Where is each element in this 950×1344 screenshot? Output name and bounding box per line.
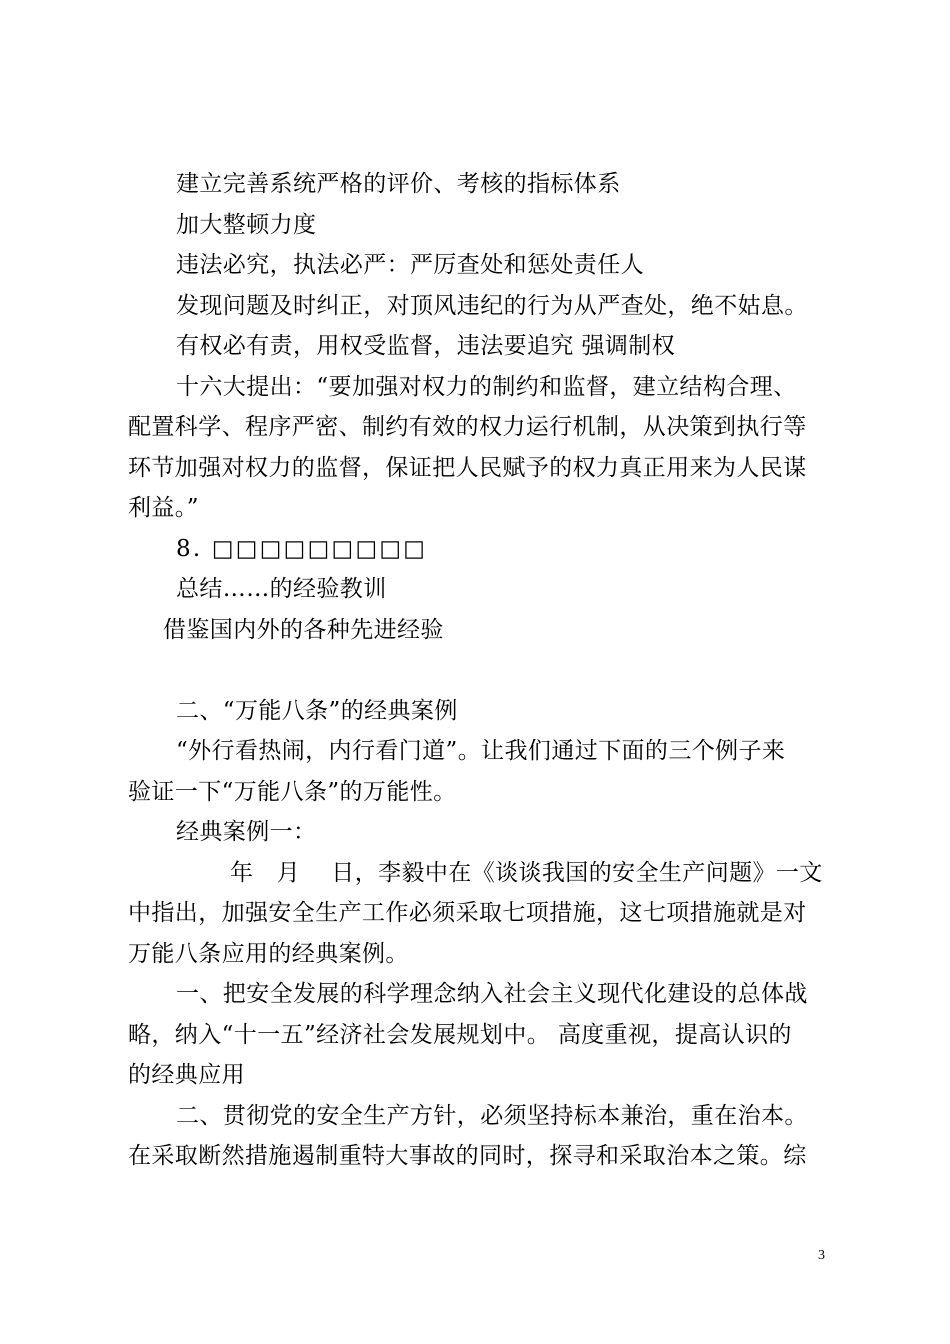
case-heading: 经典案例一： bbox=[176, 819, 317, 845]
text-line: 万能八条应用的经典案例。 bbox=[128, 940, 409, 967]
text-line: 环节加强对权力的监督，保证把人民赋予的权力真正用来为人民谋 bbox=[128, 454, 807, 481]
text-line: 配置科学、程序严密、制约有效的权力运行机制，从决策到执行等 bbox=[128, 414, 807, 440]
text-line: 总结……的经验教训 bbox=[176, 576, 387, 602]
text-line: 发现问题及时纠正，对顶风违纪的行为从严查处，绝不姑息。 bbox=[176, 292, 808, 319]
section-heading: 二、“万能八条”的经典案例 bbox=[176, 697, 458, 724]
body-text bbox=[128, 164, 832, 1177]
text-line: 借鉴国内外的各种先进经验 bbox=[163, 616, 444, 643]
text-line: 二、贯彻党的安全生产方针，必须坚持标本兼治，重在治本。 bbox=[176, 1102, 808, 1129]
text-line: 建立完善系统严格的评价、考核的指标体系 bbox=[176, 171, 621, 197]
text-line: 在采取断然措施遏制重特大事故的同时，探寻和采取治本之策。综 bbox=[128, 1143, 807, 1169]
text-line: 中指出，加强安全生产工作必须采取七项措施，这七项措施就是对 bbox=[128, 900, 807, 926]
text-line: 加大整顿力度 bbox=[176, 211, 317, 238]
text-line: 违法必究，执法必严：严厉查处和惩处责任人 bbox=[176, 252, 644, 278]
text-line: 的经典应用 bbox=[128, 1062, 245, 1088]
text-line: 略，纳入“十一五”经济社会发展规划中。 高度重视，提高认识的 bbox=[128, 1021, 792, 1048]
section-heading-8: 8. □□□□□□□□□ bbox=[176, 535, 428, 562]
text-line: 验证一下“万能八条”的万能性。 bbox=[128, 778, 457, 805]
text-line: 年 月 日，李毅中在《谈谈我国的安全生产问题》一文 bbox=[230, 859, 823, 886]
text-line: 一、把安全发展的科学理念纳入社会主义现代化建设的总体战 bbox=[176, 981, 808, 1007]
page-number: 3 bbox=[818, 1248, 825, 1263]
text-line: 有权必有责，用权受监督，违法要追究 强调制权 bbox=[176, 333, 676, 359]
text-line: 十六大提出：“要加强对权力的制约和监督，建立结构合理、 bbox=[176, 373, 797, 400]
text-line: 利益。” bbox=[128, 495, 199, 521]
blank-line bbox=[128, 650, 832, 691]
text-line: “外行看热闹，内行看门道”。让我们通过下面的三个例子来 bbox=[176, 738, 786, 764]
